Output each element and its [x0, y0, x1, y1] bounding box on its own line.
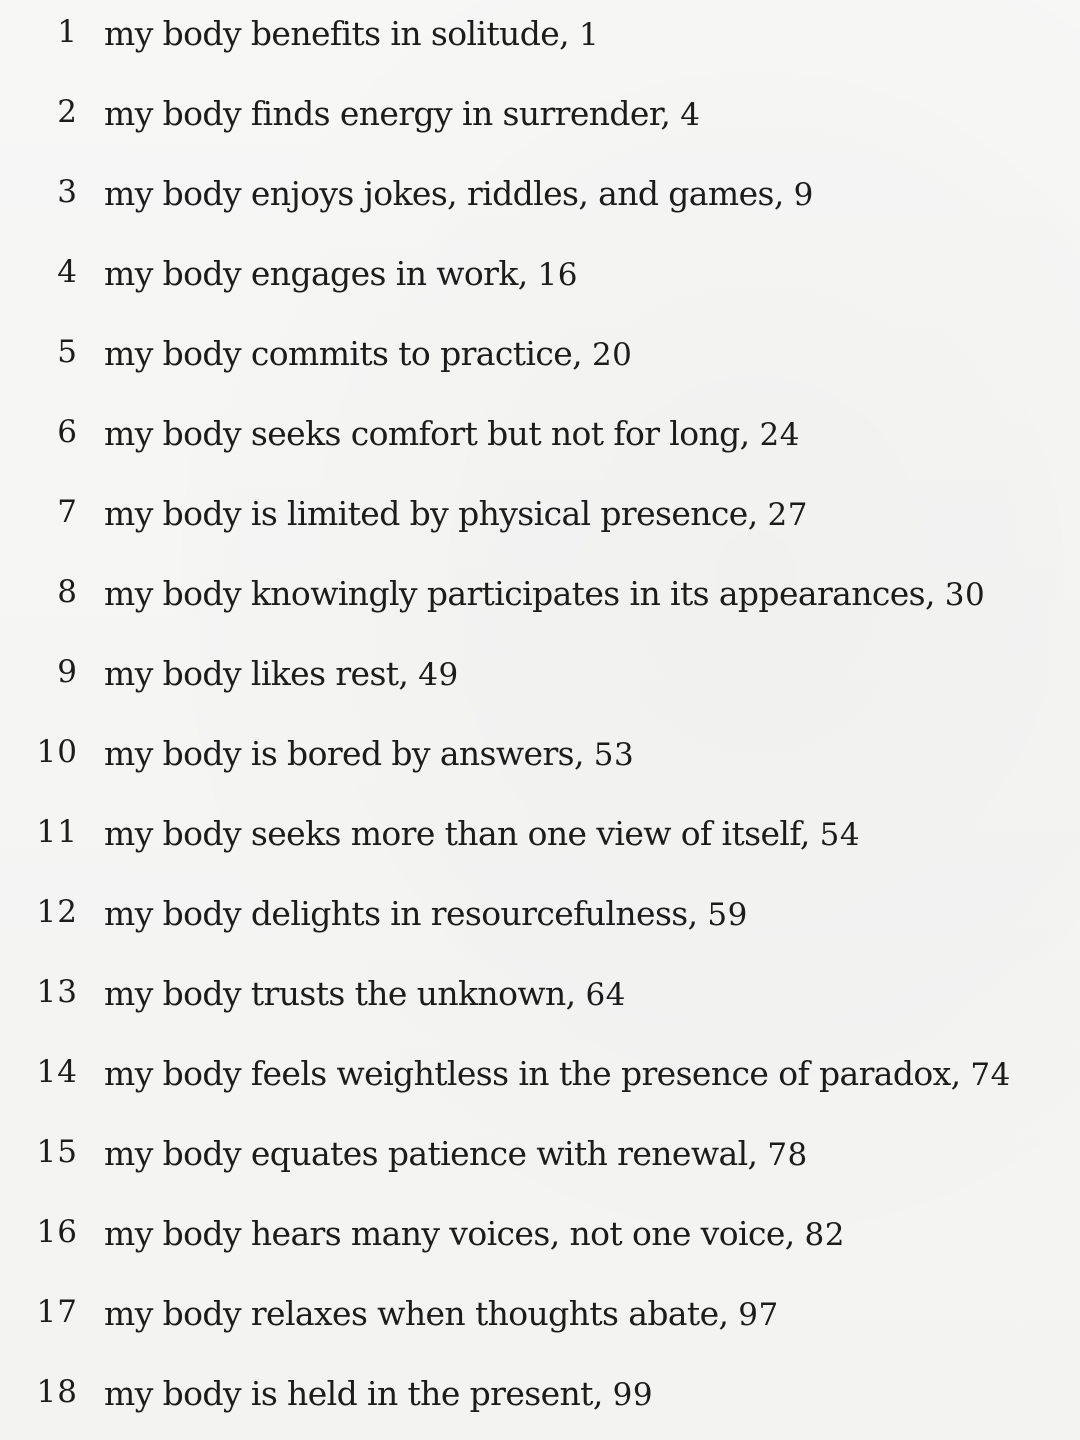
chapter-title-text: my body relaxes when thoughts abate,: [104, 1294, 729, 1333]
page-number: 97: [738, 1297, 779, 1333]
chapter-number: 16: [36, 1214, 78, 1250]
chapter-number: 6: [57, 414, 78, 450]
toc-entry: [0, 880, 1080, 960]
chapter-number: 13: [36, 974, 78, 1010]
chapter-title: [104, 414, 800, 453]
page-number: 1: [578, 17, 600, 53]
toc-entry: [0, 1360, 1080, 1440]
toc-entry: [0, 1200, 1080, 1280]
chapter-title: [104, 94, 700, 133]
chapter-title: [104, 1134, 808, 1173]
chapter-number: 12: [36, 894, 78, 930]
toc-entry: [0, 720, 1080, 800]
chapter-number: 1: [57, 14, 78, 50]
chapter-title-text: my body feels weightless in the presence of paradox,: [104, 1054, 961, 1093]
chapter-title: [104, 734, 634, 773]
chapter-title-text: my body seeks more than one view of itself,: [104, 814, 810, 853]
chapter-number: 17: [36, 1294, 78, 1330]
page-number: 82: [804, 1217, 845, 1253]
page-number: 4: [680, 97, 701, 133]
toc-entry: [0, 400, 1080, 480]
page-number: 54: [819, 817, 861, 853]
chapter-title-text: my body is held in the present,: [104, 1374, 603, 1413]
toc-entry: [0, 320, 1080, 400]
page-number: 49: [418, 657, 459, 693]
chapter-number: 9: [57, 654, 78, 690]
page-number: 78: [767, 1137, 808, 1173]
chapter-title-text: my body delights in resourcefulness,: [104, 894, 698, 933]
page-number: 99: [612, 1377, 654, 1413]
page-number: 64: [585, 977, 626, 1013]
chapter-title: [104, 494, 808, 533]
chapter-title: [104, 254, 578, 293]
chapter-title-text: my body engages in work,: [104, 254, 528, 293]
chapter-title-text: my body is limited by physical presence,: [104, 494, 758, 533]
chapter-title: [104, 894, 748, 933]
toc-entry: [0, 640, 1080, 720]
chapter-title: [104, 1054, 1011, 1093]
page-number: 20: [591, 337, 633, 373]
page-number: 9: [793, 177, 814, 213]
chapter-number: 10: [36, 734, 78, 770]
chapter-title-text: my body trusts the unknown,: [104, 974, 576, 1013]
toc-entry: [0, 1040, 1080, 1120]
page-number: 59: [707, 897, 748, 933]
chapter-number: 15: [36, 1134, 78, 1170]
page-number: 27: [767, 497, 808, 533]
toc-entry: [0, 160, 1080, 240]
chapter-title-text: my body is bored by answers,: [104, 734, 584, 773]
toc-entry: [0, 560, 1080, 640]
chapter-number: 8: [57, 574, 78, 610]
page-number: 24: [759, 417, 800, 453]
chapter-number: 3: [57, 174, 78, 210]
chapter-number: 11: [36, 814, 78, 850]
chapter-title-text: my body seeks comfort but not for long,: [104, 414, 750, 453]
chapter-number: 14: [36, 1054, 78, 1090]
toc-entry: [0, 80, 1080, 160]
page-number: 16: [537, 257, 578, 293]
chapter-title-text: my body benefits in solitude,: [104, 14, 570, 53]
page-number: 30: [944, 577, 986, 613]
chapter-title-text: my body likes rest,: [104, 654, 409, 693]
chapter-title: [104, 334, 632, 373]
chapter-title-text: my body enjoys jokes, riddles, and games,: [104, 174, 784, 213]
toc-entry: [0, 800, 1080, 880]
chapter-title: [104, 654, 459, 693]
chapter-title: [104, 1294, 779, 1333]
chapter-number: 2: [57, 94, 78, 130]
chapter-title: [104, 174, 814, 213]
chapter-title: [104, 1374, 653, 1413]
toc-entry: [0, 1120, 1080, 1200]
toc-entry: [0, 240, 1080, 320]
toc-entry: [0, 0, 1080, 80]
chapter-title-text: my body hears many voices, not one voice,: [104, 1214, 795, 1253]
chapter-number: 5: [57, 334, 78, 370]
chapter-title: [104, 814, 860, 853]
chapter-title-text: my body finds energy in surrender,: [104, 94, 671, 133]
chapter-title-text: my body knowingly participates in its appearances,: [104, 574, 935, 613]
page-number: 74: [970, 1057, 1011, 1093]
chapter-title-text: my body commits to practice,: [104, 334, 583, 373]
chapter-title: [104, 974, 626, 1013]
chapter-number: 18: [36, 1374, 78, 1410]
page-number: 53: [593, 737, 635, 773]
chapter-title: [104, 1214, 845, 1253]
chapter-title-text: my body equates patience with renewal,: [104, 1134, 758, 1173]
chapter-number: 7: [57, 494, 78, 530]
chapter-number: 4: [57, 254, 78, 290]
chapter-title: [104, 574, 985, 613]
toc-entry: [0, 960, 1080, 1040]
toc-entry: [0, 480, 1080, 560]
toc-entry: [0, 1280, 1080, 1360]
chapter-title: [104, 14, 599, 53]
